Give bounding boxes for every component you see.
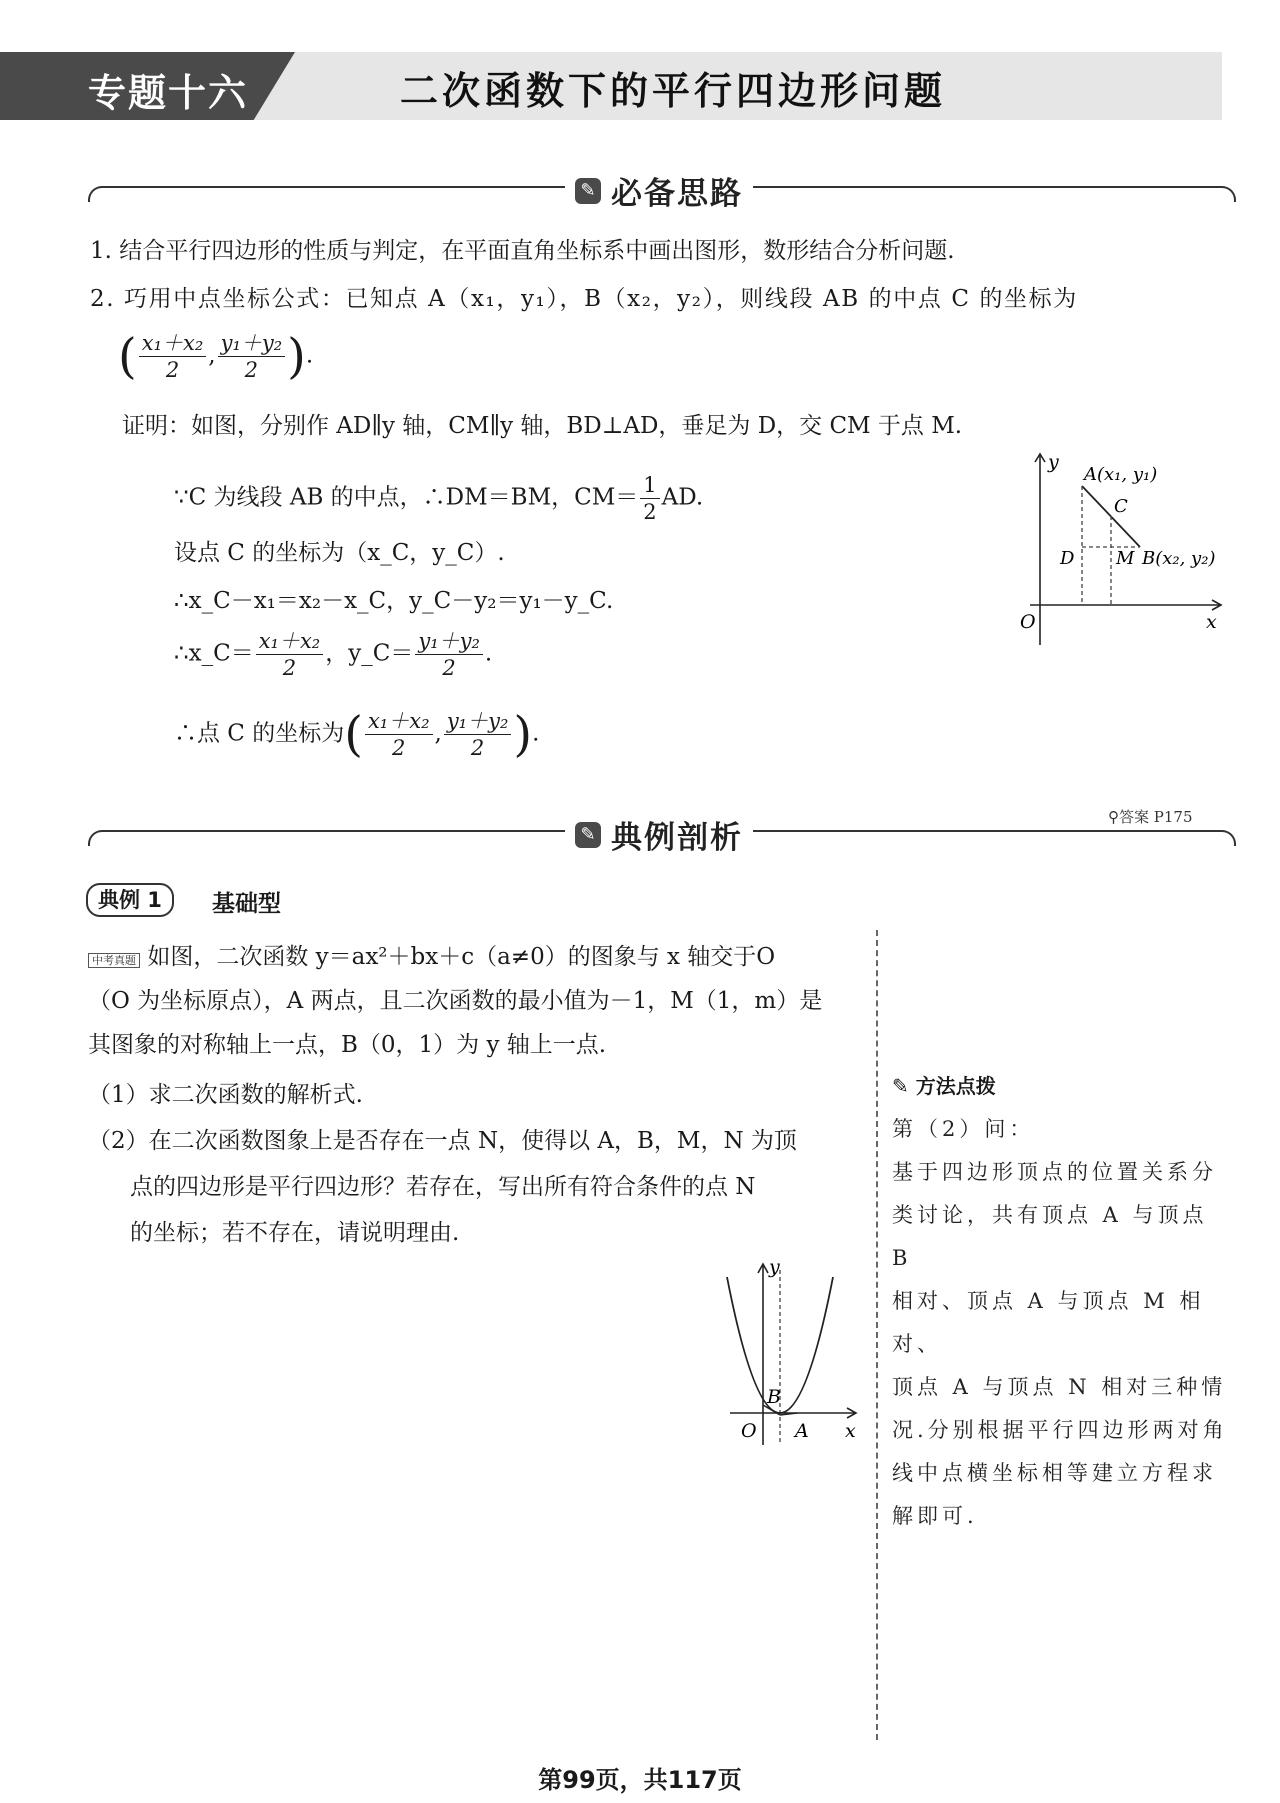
question-2-line-2: 点的四边形是平行四边形？若存在，写出所有符合条件的点 N <box>130 1174 756 1200</box>
question-2-line-1: （2）在二次函数图象上是否存在一点 N，使得以 A，B，M，N 为顶 <box>88 1128 797 1154</box>
fig1-x-label: x <box>1206 611 1217 633</box>
column-divider <box>876 930 878 1740</box>
point-b-label: B(x₂, y₂) <box>1142 548 1216 569</box>
point-d-label: D <box>1060 548 1075 569</box>
midpoint-diagram <box>1010 450 1240 650</box>
tip-line: 相对、顶点 A 与顶点 M 相对、 <box>892 1289 1205 1356</box>
answer-reference: ⚲答案 P175 <box>1108 808 1193 826</box>
item-1: 1. 结合平行四边形的性质与判定，在平面直角坐标系中画出图形，数形结合分析问题. <box>90 238 955 264</box>
fig2-point-a-label: A <box>795 1420 809 1442</box>
fig2-point-b-label: B <box>767 1386 781 1408</box>
proof-step-5: ∴点 C 的坐标为( $\frac{\text{x₁＋x₂}}{2}$ , $\frac{\text{y₁＋y₂}}{2}$ ). <box>174 706 540 763</box>
point-a-label: A(x₁, y₁) <box>1084 464 1158 485</box>
parabola-diagram <box>715 1255 865 1455</box>
point-m-label: M <box>1116 548 1135 569</box>
proof-step-2: 设点 C 的坐标为（x_C，y_C）. <box>174 540 505 566</box>
tip-line: 线中点横坐标相等建立方程求 <box>892 1461 1217 1485</box>
method-tip-title: ✎ 方法点拨 <box>892 1074 996 1098</box>
proof-step-1: ∵C 为线段 AB 的中点，∴DM＝BM，CM＝ $\frac{1}{2}$ AD. <box>174 473 704 524</box>
problem-line-1: 中考真题 如图，二次函数 y＝ax²＋bx＋c（a≠0）的图象与 x 轴交于O <box>88 942 775 972</box>
fig2-origin-label: O <box>741 1420 757 1442</box>
point-c-label: C <box>1114 496 1128 517</box>
section-title: 必备思路 <box>611 176 743 212</box>
fig2-x-label: x <box>845 1420 856 1442</box>
method-tip-body <box>892 1108 1232 1538</box>
page-number: 第99页，共117页 <box>538 1766 742 1794</box>
pencil-icon: ✎ <box>575 822 601 848</box>
fig1-origin-label: O <box>1020 611 1036 633</box>
proof-step-4: ∴x_C＝ $\frac{\text{x₁＋x₂}}{2}$ ，y_C＝ $\frac{\text{y₁＋y₂}}{2}$ . <box>174 629 493 680</box>
source-tag: 中考真题 <box>88 953 140 968</box>
section-title: 典例剖析 <box>611 820 743 856</box>
fig1-y-label: y <box>1048 451 1059 473</box>
example-type: 基础型 <box>212 891 281 917</box>
page-title: 二次函数下的平行四边形问题 <box>400 69 947 113</box>
problem-line-2: （O 为坐标原点），A 两点，且二次函数的最小值为－1，M（1，m）是 <box>88 988 823 1014</box>
fig2-y-label: y <box>769 1256 780 1278</box>
tip-line: 第（2）问： <box>892 1117 1035 1141</box>
pencil-icon: ✎ <box>575 178 601 204</box>
tip-line: 况.分别根据平行四边形两对角 <box>892 1418 1228 1442</box>
section-header-examples <box>565 812 753 857</box>
key-icon: ⚲ <box>1108 808 1119 826</box>
tip-line: 基于四边形顶点的位置关系分 <box>892 1160 1217 1184</box>
tip-line: 类讨论，共有顶点 A 与顶点 B <box>892 1203 1208 1270</box>
midpoint-formula: ( $\frac{\text{x₁＋x₂}}{2}$ , $\frac{\text{y₁＋y₂}}{2}$ ). <box>118 328 314 385</box>
proof-step-3: ∴x_C－x₁＝x₂－x_C，y_C－y₂＝y₁－y_C. <box>174 588 614 614</box>
problem-line-3: 其图象的对称轴上一点，B（0，1）为 y 轴上一点. <box>88 1032 607 1058</box>
tip-line: 顶点 A 与顶点 N 相对三种情 <box>892 1375 1227 1399</box>
example-label: 典例 1 <box>86 883 174 917</box>
section-header-thinking <box>565 168 753 213</box>
question-1: （1）求二次函数的解析式. <box>88 1082 363 1108</box>
question-2-line-3: 的坐标；若不存在，请说明理由. <box>130 1220 460 1246</box>
tip-line: 解即可. <box>892 1504 978 1528</box>
pencil-icon: ✎ <box>892 1074 909 1098</box>
topic-tag: 专题十六 <box>88 71 249 115</box>
item-2: 2. 巧用中点坐标公式：已知点 A（x₁，y₁），B（x₂，y₂），则线段 AB 的中点 C 的坐标为 <box>90 286 1078 312</box>
proof-intro: 证明：如图，分别作 AD∥y 轴，CM∥y 轴，BD⊥AD，垂足为 D，交 CM 于点 M. <box>122 413 963 439</box>
